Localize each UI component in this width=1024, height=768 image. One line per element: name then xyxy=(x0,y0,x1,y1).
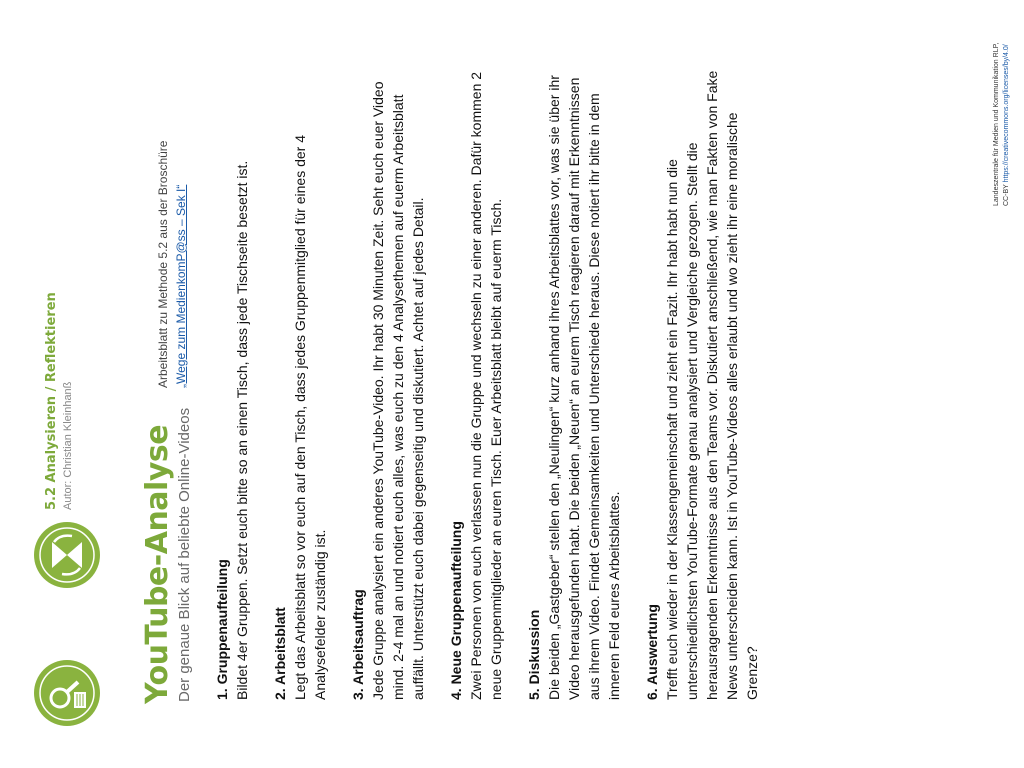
step-text: Die beiden „Gastgeber“ stellen den „Neulingen“ kurz anhand ihres Arbeitsblattes vor, was sie über ihr Video herausgefunden habt. Die beiden „Neuen“ an eurem Tisch reagieren darauf mit Erkenntnissen aus ihrem Video. Findet Gemeinsamkeiten und Unterschiede heraus. Diese notiert ihr bitte in dem inneren Feld eures Arbeitsblattes. xyxy=(546,75,622,700)
step-5 xyxy=(526,60,624,700)
step-heading: 1. Gruppenaufteilung xyxy=(214,559,230,700)
license-line xyxy=(1002,6,1012,206)
step-4 xyxy=(448,60,506,700)
page-title: YouTube-Analyse xyxy=(140,424,175,704)
author-line: Autor: Christian Kleinhanß xyxy=(62,381,74,510)
step-1 xyxy=(214,60,252,700)
step-text: Jede Gruppe analysiert ein anderes YouTube-Video. Ihr habt 30 Minuten Zeit. Seht euch euer Video mind. 2-4 mal an und notiert euch alles, was euch zu den 4 Analysethemen auf euerm Arbeitsblatt auffällt. Unterstützt euch dabei gegenseitig und diskutiert. Achtet auf jedes Detail. xyxy=(370,81,426,700)
exchange-arrows-icon xyxy=(34,522,100,588)
page-subtitle: Der genaue Blick auf beliebte Online-Videos xyxy=(176,407,193,702)
step-3 xyxy=(350,60,428,700)
magnifier-person-icon xyxy=(34,660,100,726)
license-note xyxy=(992,6,1012,206)
section-label: 5.2 Analysieren / Reflektieren xyxy=(44,292,59,510)
step-heading: 2. Arbeitsblatt xyxy=(272,607,288,700)
instructions xyxy=(214,60,782,700)
brochure-link[interactable]: „Wege zum MedienkomP@ss – Sek I“ xyxy=(174,184,188,388)
brochure-reference: Arbeitsblatt zu Methode 5.2 aus der Broschüre xyxy=(156,140,170,388)
step-text: Bildet 4er Gruppen. Setzt euch bitte so an einen Tisch, dass jede Tischseite besetzt ist. xyxy=(234,160,250,700)
step-text: Legt das Arbeitsblatt so vor euch auf den Tisch, dass jedes Gruppenmitglied für eines der 4 Analysefelder zuständig ist. xyxy=(292,135,328,700)
step-heading: 5. Diskussion xyxy=(526,609,542,700)
license-publisher: Landeszentrale für Medien und Kommunikation RLP, xyxy=(993,42,1000,206)
step-heading: 4. Neue Gruppenaufteilung xyxy=(448,521,464,700)
step-text: Zwei Personen von euch verlassen nun die Gruppe und wechseln zu einer anderen. Dafür kommen 2 neue Gruppenmitglieder an euren Tisch. Euer Arbeitsblatt bleibt auf euerm Tisch. xyxy=(468,71,504,700)
step-heading: 6. Auswertung xyxy=(644,604,660,700)
step-text: Trefft euch wieder in der Klassengemeinschaft und zieht ein Fazit. Ihr habt habt nun die unterschiedlichsten YouTube-Formate genau analysiert und Vergleiche gezogen. Stellt die herausragenden Erkenntnisse aus den Teams vor. Diskutiert anschließend, wie man Fakten von Fake News unterscheiden kann. Ist in YouTube-Videos alles erlaubt und wo zieht ihr eine moralische Grenze? xyxy=(664,70,760,700)
license-link[interactable]: https://creativecommons.org/licenses/by/4.0/ xyxy=(1003,44,1010,183)
step-6 xyxy=(644,60,762,700)
step-2 xyxy=(272,60,330,700)
license-type: CC-BY xyxy=(1003,184,1010,206)
step-heading: 3. Arbeitsauftrag xyxy=(350,589,366,700)
